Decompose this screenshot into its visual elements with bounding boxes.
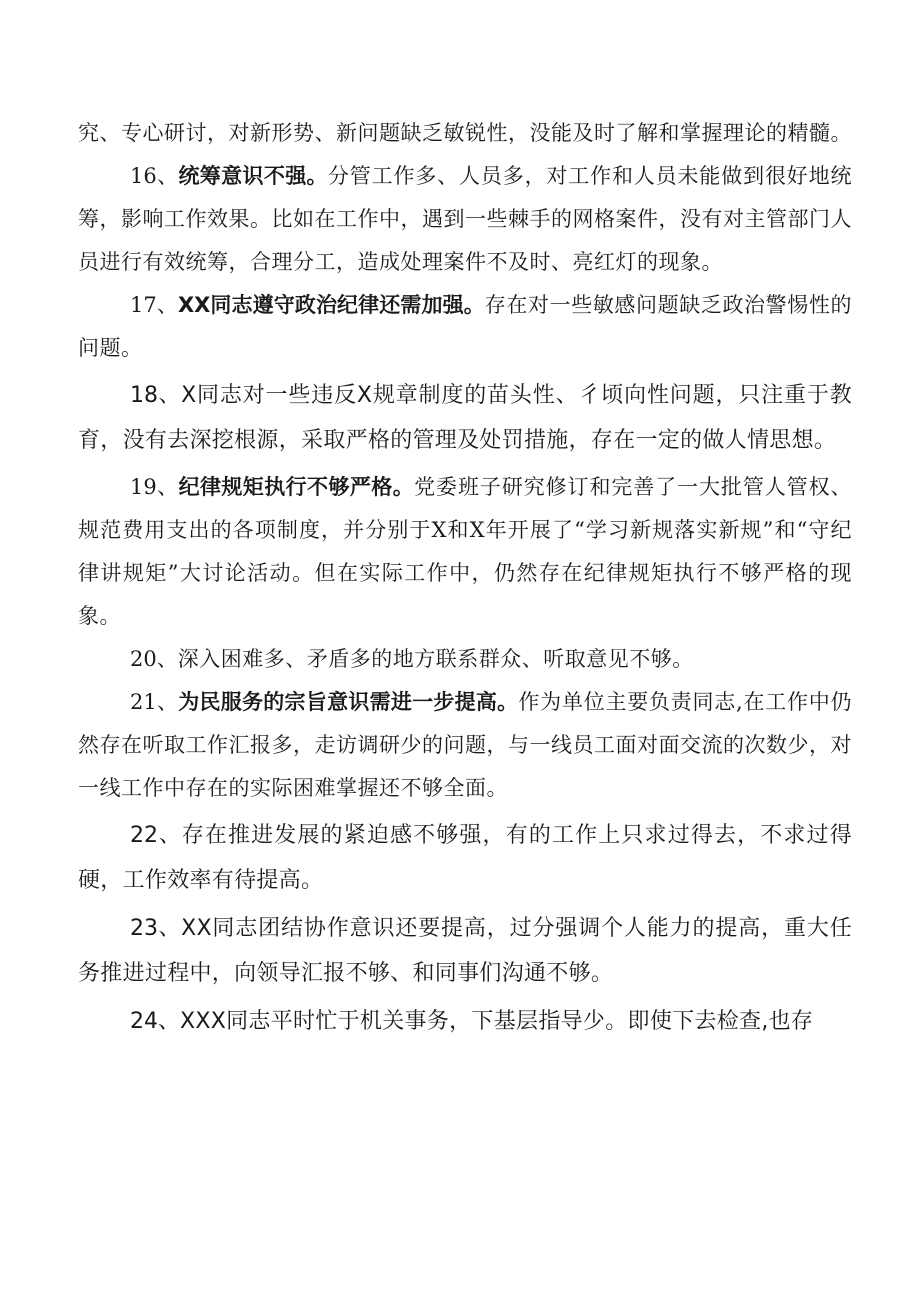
paragraph-number: 21、: [130, 690, 179, 714]
paragraph-18: [78, 373, 852, 463]
paragraph-23: [78, 906, 852, 996]
paragraph-heading: XX同志遵守政治纪律还需加强。: [177, 293, 485, 317]
paragraph-body: X同志对一些违反X规章制度的苗头性、彳顷向性问题，只注重于教育，没有去深挖根源，采取严格的管理及处罚措施，存在一定的做人情思想。: [78, 383, 852, 453]
paragraph-body: 存在对一些敏感问题缺乏政治警惕性的问题。: [78, 293, 852, 360]
paragraph-body: 存在推进发展的紧迫感不够强，有的工作上只求过得去，不求过得硬，工作效率有待提高。: [78, 823, 852, 893]
paragraph-24: [78, 999, 852, 1044]
paragraph-17: [78, 284, 852, 370]
paragraph-body: 深入困难多、矛盾多的地方联系群众、听取意见不够。: [177, 647, 694, 671]
paragraph-number: 20、: [130, 647, 178, 671]
paragraph-body: XX同志团结协作意识还要提高，过分强调个人能力的提高，重大任务推进过程中，向领导汇报不够、和同事们沟通不够。: [78, 916, 852, 986]
paragraph-heading: 为民服务的宗旨意识需进一步提高。: [178, 690, 519, 714]
paragraph-16: [78, 155, 852, 284]
paragraph-19: [78, 466, 852, 638]
paragraph-22: [78, 813, 852, 903]
paragraph-15-continuation: [78, 112, 852, 155]
paragraph-body: 分管工作多、人员多，对工作和人员未能做到很好地统筹，影响工作效果。比如在工作中，遇到一些棘手的网格案件，没有对主管部门人员进行有效统筹，合理分工，造成处理案件不及时、亮红灯的现象。: [78, 164, 853, 274]
paragraph-body: 究、专心研讨，对新形势、新问题缺乏敏锐性，没能及时了解和掌握理论的精髓。: [78, 121, 852, 145]
paragraph-number: 17、: [130, 293, 178, 317]
paragraph-number: 16、: [130, 164, 179, 188]
paragraph-heading: 统筹意识不强。: [178, 164, 328, 188]
paragraph-number: 18、: [130, 383, 182, 408]
paragraph-body: 作为单位主要负责同志,在工作中仍然存在听取工作汇报多，走访调研少的问题，与一线员工面对面交流的次数少，对一线工作中存在的实际困难掌握还不够全面。: [78, 690, 852, 800]
paragraph-number: 24、: [130, 1009, 180, 1034]
paragraph-body: 党委班子研究修订和完善了一大批管人管权、规范费用支出的各项制度，并分别于X和X年开展了“学习新规落实新规”和“守纪律讲规矩”大讨论活动。但在实际工作中，仍然存在纪律规矩执行不够严格的现象。: [78, 475, 852, 628]
paragraph-number: 19、: [130, 475, 179, 499]
paragraph-20: [78, 638, 852, 681]
paragraph-body: XXX同志平时忙于机关事务，下基层指导少。即使下去检查,也存: [180, 1009, 814, 1034]
paragraph-number: 22、: [130, 823, 182, 848]
paragraph-21: [78, 681, 852, 810]
paragraph-heading: 纪律规矩执行不够严格。: [178, 475, 415, 499]
document-body: [78, 112, 852, 1047]
paragraph-number: 23、: [130, 916, 182, 941]
